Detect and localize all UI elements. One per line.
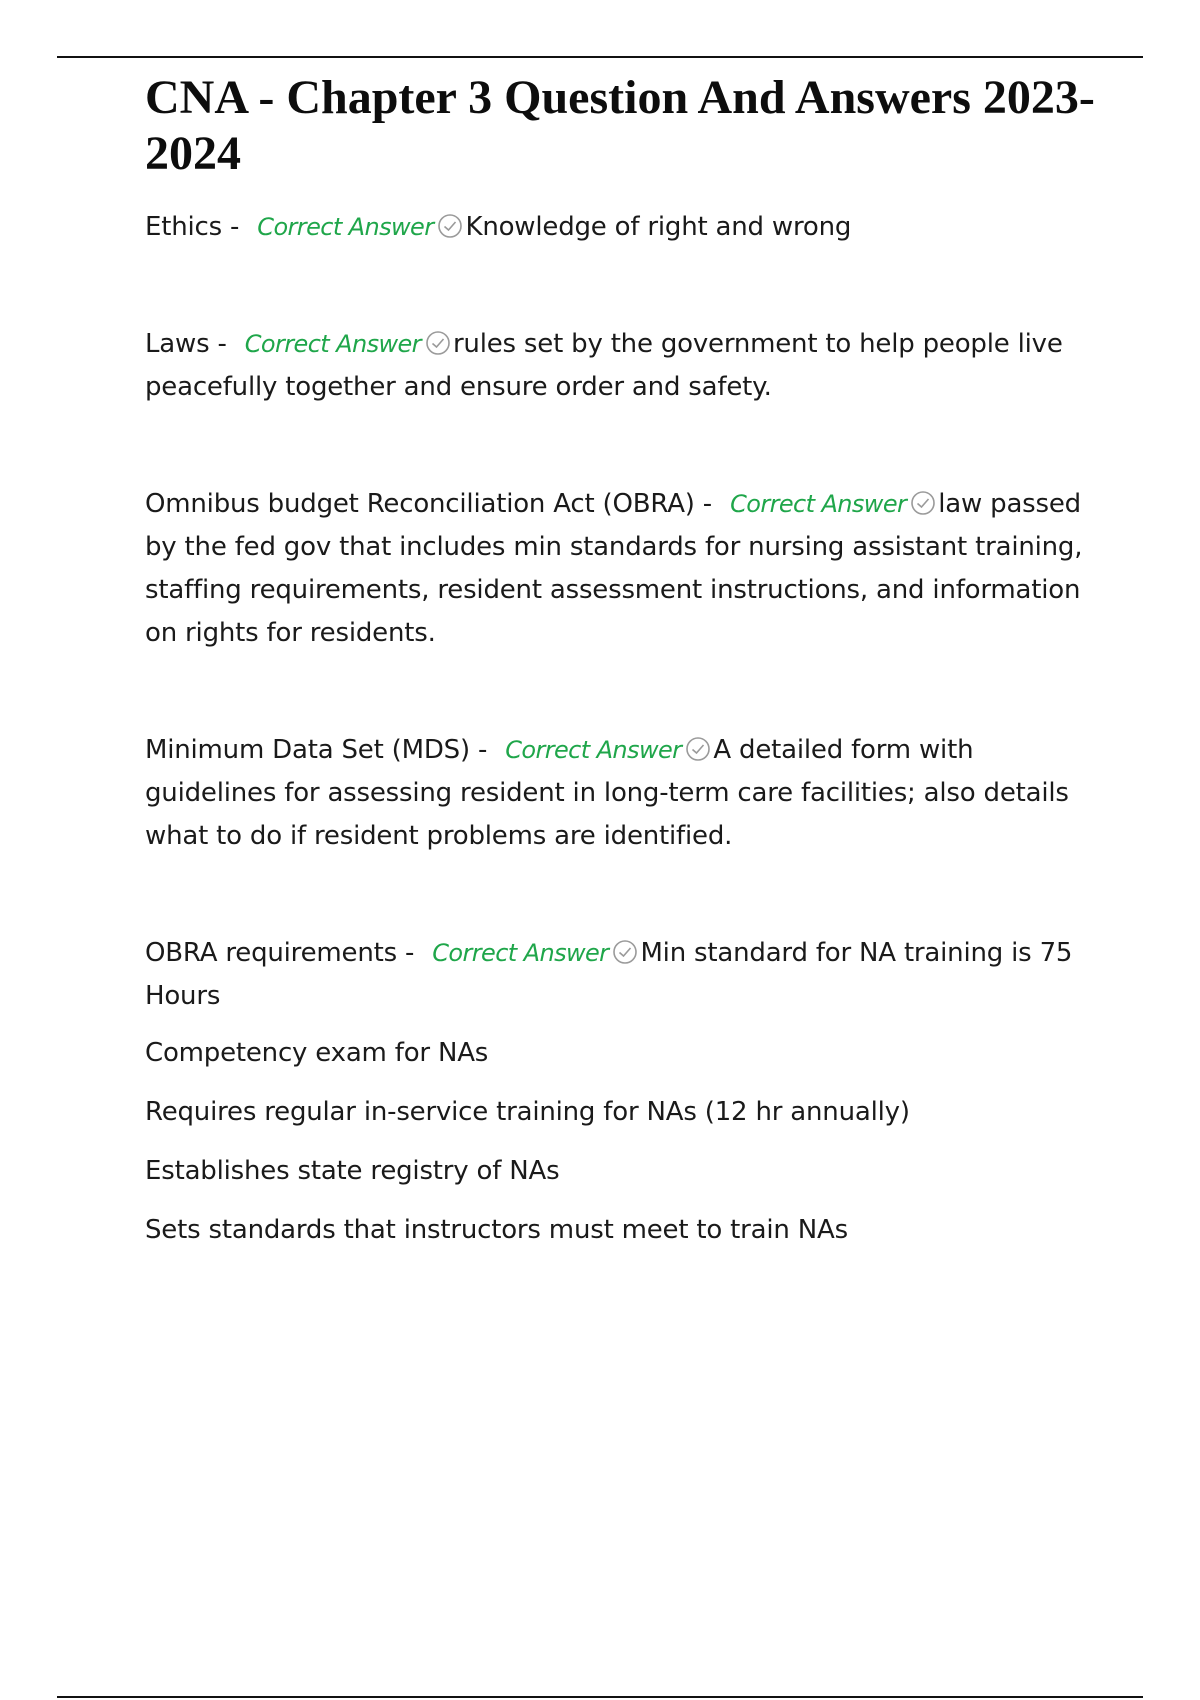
top-divider <box>57 56 1143 58</box>
answer-text: A detailed form with guidelines for assessing resident in long-term care facilities; also details what to do if resident problems are identified. <box>145 735 1069 851</box>
answer-text: Min standard for NA training is 75 Hours <box>145 938 1073 1011</box>
qa-entry <box>145 483 1095 655</box>
obra-detail-line: Sets standards that instructors must meet to train NAs <box>145 1215 848 1245</box>
check-circle-icon <box>612 939 638 965</box>
answer-text: law passed by the fed gov that includes min standards for nursing assistant training, staffing requirements, resident assessment instructions, and information on rights for residents. <box>145 489 1083 648</box>
correct-answer-tag: Correct Answer <box>505 736 682 764</box>
obra-detail-line: Competency exam for NAs <box>145 1038 489 1068</box>
qa-entry <box>145 206 1095 249</box>
correct-answer-tag: Correct Answer <box>257 213 434 241</box>
document-title: CNA - Chapter 3 Question And Answers 2023-2024 <box>145 71 1095 180</box>
correct-answer-tag: Correct Answer <box>730 490 907 518</box>
check-circle-icon <box>425 330 451 356</box>
correct-answer-tag: Correct Answer <box>244 330 421 358</box>
check-circle-icon <box>685 736 711 762</box>
qa-entry <box>145 323 1095 409</box>
answer-text: Knowledge of right and wrong <box>465 212 852 242</box>
correct-answer-tag: Correct Answer <box>432 939 609 967</box>
check-circle-icon <box>437 213 463 239</box>
bottom-divider <box>57 1696 1143 1698</box>
term: Omnibus budget Reconciliation Act (OBRA) - <box>145 489 712 519</box>
term: Minimum Data Set (MDS) - <box>145 735 488 765</box>
qa-entry <box>145 932 1095 1018</box>
answer-text: rules set by the government to help people live peacefully together and ensure order and safety. <box>145 329 1063 402</box>
document-body <box>145 70 1095 1268</box>
term: OBRA requirements - <box>145 938 415 968</box>
term: Ethics - <box>145 212 240 242</box>
obra-detail-line: Requires regular in-service training for NAs (12 hr annually) <box>145 1097 910 1127</box>
qa-entry <box>145 729 1095 858</box>
term: Laws - <box>145 329 227 359</box>
obra-detail-line: Establishes state registry of NAs <box>145 1156 560 1186</box>
check-circle-icon <box>910 490 936 516</box>
